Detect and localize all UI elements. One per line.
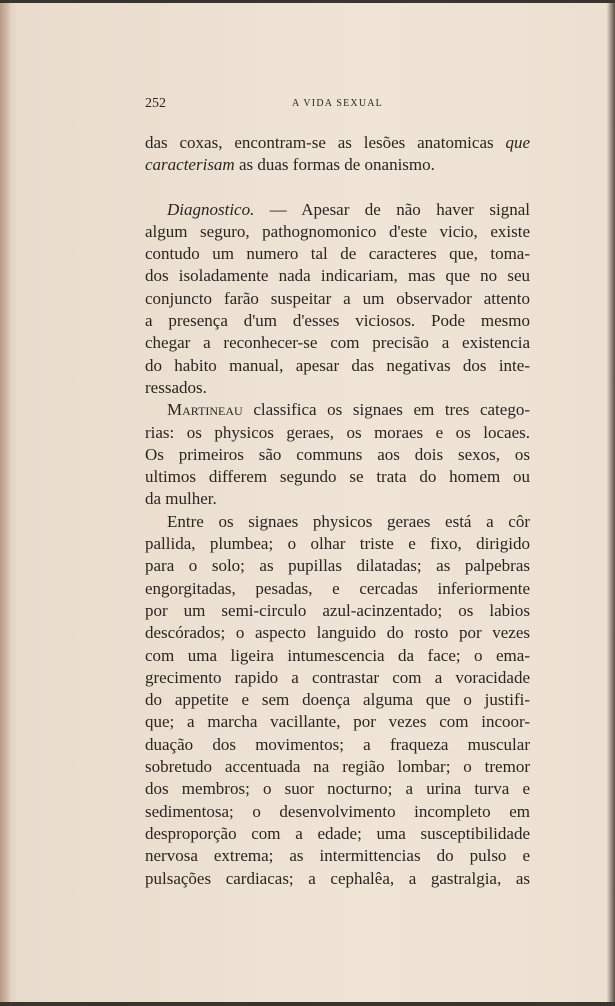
text-line: do habito manual, apesar das negativas dos inte- [145, 355, 530, 375]
running-title: A VIDA SEXUAL [292, 98, 383, 109]
text-line: a presença d'um d'esses viciosos. Pode mesmo [145, 311, 530, 331]
paragraph-gap [145, 177, 530, 199]
text-span: classifica os signaes em tres catego- [242, 400, 530, 420]
text-line: rias: os physicos geraes, os moraes e os locaes. [145, 422, 530, 442]
text-line: chegar a reconhecer-se com precisão a existencia [145, 333, 530, 353]
text-line: com uma ligeira intumescencia da face; o ema- [145, 645, 530, 665]
text-line: que; a marcha vacillante, por vezes com incoor- [145, 712, 530, 732]
text-line: Os primeiros são communs aos dois sexos, os [145, 444, 530, 464]
section-heading-italic: Diagnostico. [167, 199, 255, 219]
page-number: 252 [145, 96, 166, 111]
text-line: por um semi-circulo azul-acinzentado; os labios [145, 600, 530, 620]
text-line: dos membros; o suor nocturno; a urina turva e [145, 779, 530, 799]
text-line: nervosa extrema; as intermittencias do pulso e [145, 846, 530, 866]
text-line: engorgitadas, pesadas, e cercadas inferiormente [145, 578, 530, 598]
italic-span: caracterisam [145, 155, 235, 175]
text-span: das coxas, encontram-se as lesões anatomicas [145, 133, 506, 152]
text-line [145, 154, 530, 176]
text-line: grecimento rapido a contrastar com a voracidade [145, 667, 530, 687]
text-line [145, 199, 530, 221]
page-top-edge [0, 0, 615, 3]
text-span: as duas formas de onanismo. [234, 155, 435, 175]
text-line: desproporção com a edade; uma susceptibilidade [145, 823, 530, 843]
text-line [145, 132, 530, 154]
page-right-edge [607, 0, 615, 1006]
text-line: algum seguro, pathognomonico d'este vicio, existe [145, 221, 530, 241]
text-line [145, 399, 530, 421]
text-line: para o solo; as pupillas dilatadas; as palpebras [145, 556, 530, 576]
page-bottom-edge [0, 1002, 615, 1006]
text-line: ultimos differem segundo se trata do homem ou [145, 467, 530, 487]
text-line: pallida, plumbea; o olhar triste e fixo, dirigido [145, 534, 530, 554]
italic-span: que [505, 133, 530, 152]
text-line: conjuncto farão suspeitar a um observador attento [145, 288, 530, 308]
text-span: — Apesar de não haver signal [254, 199, 530, 219]
text-line: Entre os signaes physicos geraes está a côr [167, 511, 530, 531]
text-line: ressados. [145, 377, 207, 397]
author-name: Martineau [167, 400, 243, 420]
text-line: duação dos movimentos; a fraqueza muscular [145, 734, 530, 754]
text-line: dos isoladamente nada indicariam, mas que no seu [145, 266, 530, 286]
text-line: descórados; o aspecto languido do rosto por vezes [145, 623, 530, 643]
text-line: da mulher. [145, 489, 217, 509]
body-text [145, 132, 530, 890]
text-line: sedimentosa; o desenvolvimento incompleto em [145, 801, 530, 821]
text-line: pulsações cardiacas; a cephalêa, a gastralgia, as [145, 868, 530, 888]
text-line: contudo um numero tal de caracteres que, toma- [145, 244, 530, 264]
page-header [145, 96, 530, 112]
page-left-edge [0, 0, 10, 1006]
text-line: sobretudo accentuada na região lombar; o tremor [145, 757, 530, 777]
text-line: do appetite e sem doença alguma que o justifi- [145, 690, 530, 710]
